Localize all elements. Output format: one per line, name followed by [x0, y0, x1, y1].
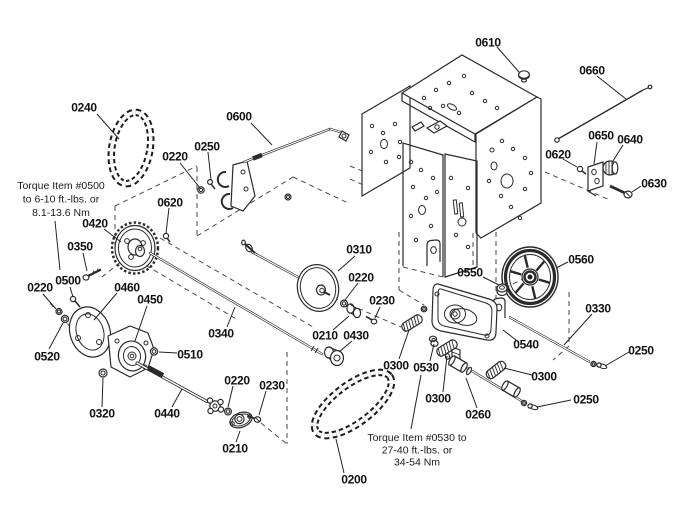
frame-housing [362, 55, 541, 280]
leader-line-0530 [430, 344, 434, 361]
leader-line-0250 [537, 400, 571, 407]
part-0340-axle [150, 253, 322, 354]
leader-line-0250 [208, 152, 211, 180]
leader-line-0660 [597, 76, 626, 99]
part-0440-hex-shaft [137, 363, 207, 402]
part-label-0210: 0210 [222, 441, 248, 456]
leader-line-0550 [483, 277, 499, 285]
leader-line-0300 [443, 356, 447, 392]
part-0220-washer-yoke [198, 187, 204, 193]
torque-note-leader-1 [411, 375, 421, 429]
part-label-0300: 0300 [531, 369, 557, 384]
part-label-0430: 0430 [343, 328, 369, 343]
leader-line-0300 [399, 330, 409, 359]
part-label-0310: 0310 [346, 242, 372, 257]
part-0350-bolt [83, 269, 101, 281]
part-label-0220: 0220 [27, 280, 53, 295]
torque-note-1-line-2: 34-54 Nm [393, 456, 441, 469]
part-label-0450: 0450 [137, 292, 163, 307]
leader-line-0460 [94, 293, 117, 320]
part-label-0300: 0300 [383, 358, 409, 373]
part-label-0350: 0350 [67, 239, 93, 254]
part-label-0620: 0620 [157, 195, 183, 210]
part-label-0330: 0330 [585, 301, 611, 316]
leader-line-0600 [251, 123, 272, 145]
leader-line-0260 [466, 378, 477, 408]
part-0320-nut [99, 369, 107, 377]
leader-line-0320 [102, 378, 103, 407]
part-0610-cap [519, 71, 530, 82]
part-label-0250: 0250 [194, 139, 220, 154]
part-0620-screw-left [163, 233, 170, 242]
part-label-0440: 0440 [154, 406, 180, 421]
leader-line-0220 [228, 386, 233, 407]
part-label-0500: 0500 [55, 273, 81, 288]
part-0220-washer-disc [341, 300, 348, 307]
leader-line-0350 [83, 253, 87, 271]
part-label-0600: 0600 [226, 109, 252, 124]
part-label-0620: 0620 [545, 147, 571, 162]
part-label-0530: 0530 [413, 360, 439, 375]
part-0640-knob [603, 161, 618, 175]
torque-note-0-line-0: Torque Item #0500 [17, 180, 105, 192]
part-0260-axle [446, 354, 527, 406]
leader-line-0330 [564, 314, 592, 345]
leader-line-0650 [594, 142, 597, 164]
part-uj-coupler [207, 398, 223, 414]
torque-note-leader-0 [55, 221, 60, 270]
part-0210-sleeve-disc [347, 304, 361, 318]
part-0300-spring-right [485, 360, 508, 381]
leader-line-0250 [605, 352, 629, 366]
part-label-0230: 0230 [369, 293, 395, 308]
part-0420-sprocket [112, 223, 158, 274]
part-label-0460: 0460 [114, 280, 140, 295]
part-0630-bolt [610, 186, 632, 198]
part-0460-pulley [63, 302, 117, 363]
part-label-0520: 0520 [34, 349, 60, 364]
part-label-0220: 0220 [162, 149, 188, 164]
leader-line-0640 [613, 145, 623, 161]
part-0600-shift-rod [218, 129, 349, 211]
leader-line-0220 [345, 283, 358, 300]
part-label-0560: 0560 [568, 252, 594, 267]
part-label-0320: 0320 [89, 406, 115, 421]
torque-note-1-line-1: 27-40 ft.-lbs. or [381, 444, 453, 457]
part-label-0630: 0630 [641, 176, 667, 191]
leader-line-0200 [336, 439, 344, 473]
leader-line-0520 [49, 323, 63, 349]
stray-nut [285, 194, 291, 200]
leader-line-0240 [97, 114, 119, 139]
leader-line-0220 [43, 294, 56, 309]
part-label-0250: 0250 [573, 392, 599, 407]
leader-line-0300 [504, 368, 532, 375]
part-0250-screw-yoke [208, 180, 215, 189]
part-0240-chain [106, 109, 156, 187]
part-label-0220: 0220 [224, 373, 250, 388]
leader-line-0230 [259, 391, 266, 415]
part-label-0650: 0650 [588, 128, 614, 143]
part-0500-screw [70, 296, 80, 307]
leader-line-0610 [497, 47, 519, 72]
part-label-0420: 0420 [82, 216, 108, 231]
part-label-0260: 0260 [465, 407, 491, 422]
part-label-0610: 0610 [475, 35, 501, 50]
part-0550-nut [497, 284, 507, 296]
part-label-0510: 0510 [177, 347, 203, 362]
torque-note-0-line-2: 8.1-13.6 Nm [32, 207, 90, 219]
part-0250-cotter-upper [596, 362, 607, 369]
leader-line-0220 [180, 163, 200, 188]
part-label-0200: 0200 [341, 472, 367, 487]
part-label-0220: 0220 [348, 270, 374, 285]
part-label-0660: 0660 [579, 63, 605, 78]
leader-line-0630 [632, 186, 641, 192]
leader-line-0560 [556, 262, 568, 268]
part-label-0240: 0240 [71, 100, 97, 115]
leader-line-0500 [70, 287, 73, 297]
leader-line-0440 [172, 389, 182, 407]
part-label-0230: 0230 [259, 378, 285, 393]
part-0220-washer-bottom [225, 408, 232, 415]
part-0310-friction-disc [242, 240, 344, 316]
part-label-0300: 0300 [425, 391, 451, 406]
part-0430-bushing [325, 347, 344, 366]
part-label-0210: 0210 [312, 328, 338, 343]
part-label-0640: 0640 [617, 132, 643, 147]
part-0220-washer-left [56, 309, 62, 315]
leader-line-0510 [159, 352, 177, 353]
leader-line-0310 [338, 256, 355, 271]
part-0560-wheel [502, 247, 558, 307]
part-label-0540: 0540 [513, 337, 539, 352]
part-label-0340: 0340 [208, 326, 234, 341]
torque-note-0-line-1: to 6-10 ft.-lbs. or [22, 193, 100, 206]
leader-line-0620 [166, 208, 169, 233]
part-label-0250: 0250 [628, 343, 654, 358]
part-0620-screw-right [577, 166, 586, 174]
part-0510-nut [150, 348, 157, 355]
part-0300-spring-left [400, 313, 423, 332]
part-0650-bracket [588, 162, 603, 196]
part-label-0550: 0550 [457, 265, 483, 280]
part-0520-washer [61, 315, 68, 322]
torque-note-1-line-0: Torque Item #0530 to [367, 432, 467, 444]
leader-line-0430 [339, 341, 352, 352]
